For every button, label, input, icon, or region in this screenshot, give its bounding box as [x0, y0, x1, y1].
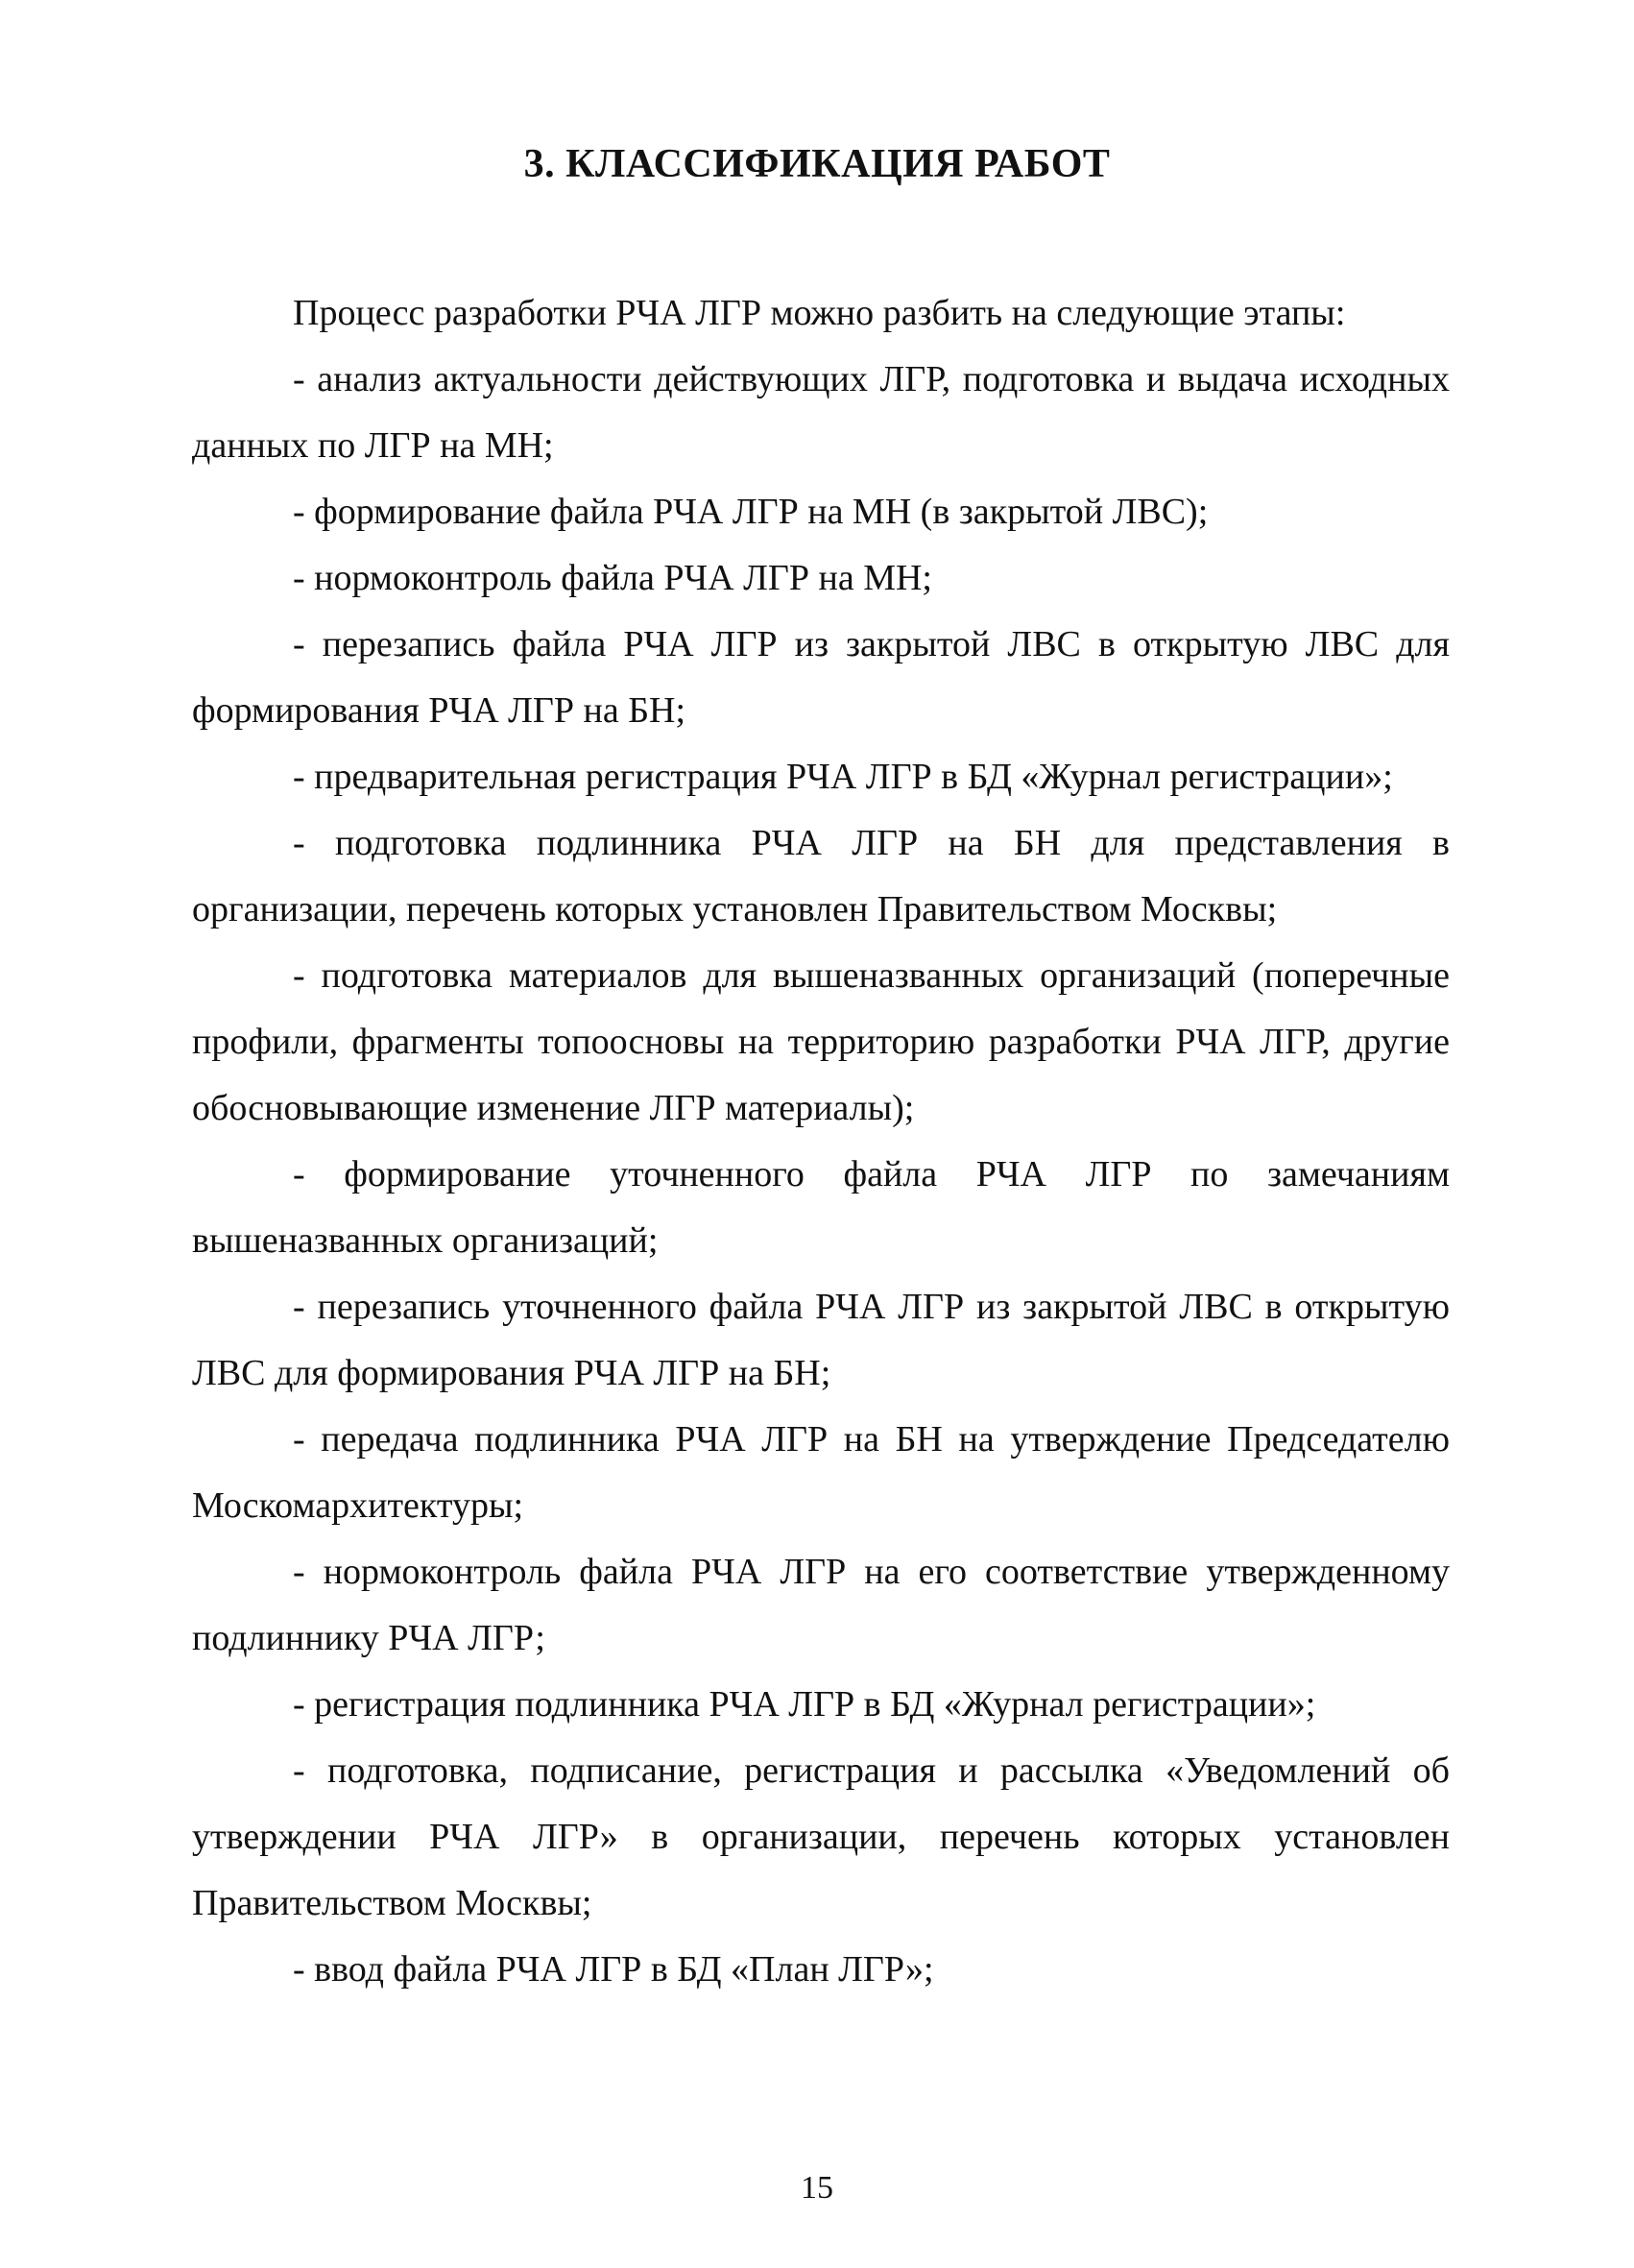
list-item: - нормоконтроль файла РЧА ЛГР на его соответствие утвержденному подлиннику РЧА ЛГР; [192, 1552, 1450, 1658]
list-item: - формирование файла РЧА ЛГР на МН (в закрытой ЛВС); [293, 492, 1209, 532]
list-item: - нормоконтроль файла РЧА ЛГР на МН; [293, 558, 932, 598]
page-number: 15 [801, 2170, 833, 2206]
list-item: - передача подлинника РЧА ЛГР на БН на утверждение Председателю Москомархитектуры; [192, 1419, 1450, 1526]
body-text [192, 280, 1450, 2003]
list-item: - подготовка подлинника РЧА ЛГР на БН для представления в организации, перечень которых установлен Правительством Москвы; [192, 823, 1450, 929]
list-item: - подготовка материалов для вышеназванных организаций (поперечные профили, фрагменты топоосновы на территорию разработки РЧА ЛГР, другие обосновывающие изменение ЛГР материалы); [192, 955, 1450, 1128]
list-item: - перезапись уточненного файла РЧА ЛГР из закрытой ЛВС в открытую ЛВС для формирования РЧА ЛГР на БН; [192, 1287, 1450, 1393]
list-item: - регистрация подлинника РЧА ЛГР в БД «Журнал регистрации»; [293, 1684, 1316, 1725]
list-item: - анализ актуальности действующих ЛГР, подготовка и выдача исходных данных по ЛГР на МН; [192, 359, 1450, 466]
section-heading: 3. КЛАССИФИКАЦИЯ РАБОТ [523, 142, 1111, 186]
list-item: - формирование уточненного файла РЧА ЛГР по замечаниям вышеназванных организаций; [192, 1154, 1450, 1261]
list-item: - предварительная регистрация РЧА ЛГР в БД «Журнал регистрации»; [293, 757, 1393, 797]
list-item: - подготовка, подписание, регистрация и рассылка «Уведомлений об утверждении РЧА ЛГР» в организации, перечень которых установлен Правительством Москвы; [192, 1750, 1450, 1923]
list-item: - ввод файла РЧА ЛГР в БД «План ЛГР»; [293, 1949, 934, 1990]
intro-paragraph: Процесс разработки РЧА ЛГР можно разбить на следующие этапы: [293, 293, 1346, 333]
list-item: - перезапись файла РЧА ЛГР из закрытой ЛВС в открытую ЛВС для формирования РЧА ЛГР на БН; [192, 624, 1450, 731]
